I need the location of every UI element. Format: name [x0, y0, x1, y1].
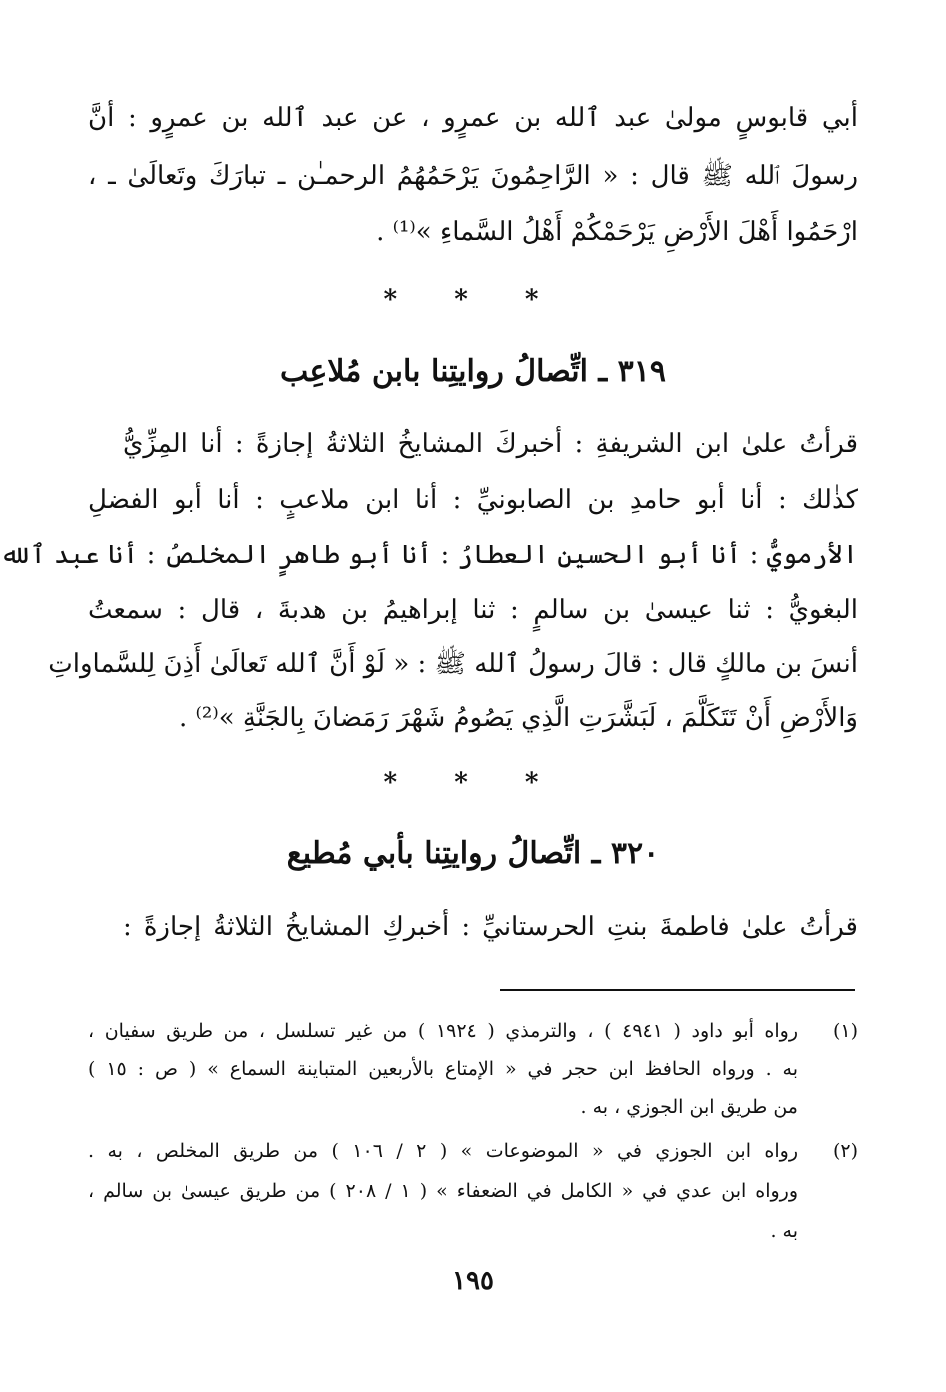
footnote-text: من طريق ابن الجوزي ، به .	[580, 1096, 798, 1118]
footnote-text: رواه ابن الجوزي في « الموضوعات » ( ٢ / ١٠٦ ) من طريق المخلص ، به .	[88, 1140, 798, 1162]
text-line: البغويُّ : ثنا عيسىٰ بن سالمٍ : ثنا إبراهيمُ بن هدبةَ ، قال : سمعتُ	[88, 595, 858, 625]
footnote-text: به .	[770, 1220, 798, 1242]
footnote-line	[88, 1014, 858, 1048]
section-separator: * * *	[383, 768, 563, 798]
footnote-number: (٢)	[832, 1140, 858, 1162]
text-line: الأرمويُّ : أنا أبو الحسينِ العطارُ : أنا أبو طاهرٍ المخلصُ : أنا عبد ٱلله	[0, 540, 858, 570]
footnote-line	[88, 1052, 858, 1086]
page-number: ١٩٥	[452, 1266, 494, 1296]
footnote-number: (١)	[832, 1020, 858, 1042]
section-heading-319: ٣١٩ ـ اتِّصالُ روايتِنا بابن مُلاعِب	[280, 354, 666, 389]
footnote-text: به . ورواه الحافظ ابن حجر في « الإمتاع بالأربعين المتباينة السماع » ( ص : ١٥ )	[88, 1058, 799, 1080]
footnote-divider	[500, 989, 855, 991]
section-separator: * * *	[383, 285, 563, 315]
text-line: ارْحَمُوا أَهْلَ الأَرْضِ يَرْحَمْكُمْ أَهْلُ السَّماءِ »⁽¹⁾ .	[376, 217, 858, 247]
section-heading-320: ٣٢٠ ـ اتِّصالُ روايتِنا بأبي مُطيع	[286, 836, 660, 871]
text-line: أنسَ بن مالكٍ قال : قالَ رسولُ ٱلله ﷺ : « لَوْ أَنَّ ٱلله تَعالَىٰ أَذِنَ لِلسَّماواتِ	[48, 649, 858, 679]
footnote-line	[88, 1214, 858, 1248]
footnote-line	[88, 1174, 858, 1208]
text-line: وَالأَرْضِ أَنْ تَتَكَلَّمَ ، لَبَشَّرَتِ الَّذِي يَصُومُ شَهْرَ رَمَضانَ بِالجَنَّةِ »⁽²⁾ .	[178, 703, 858, 733]
text-line: رسولَ ٱلله ﷺ قال : « الرَّاحِمُونَ يَرْحَمُهُمُ الرحمـٰن ـ تبارَكَ وتَعالَىٰ ـ ،	[88, 161, 859, 191]
footnote-line	[88, 1090, 858, 1124]
text-line: أبي قابوسٍ مولىٰ عبد ٱلله بن عمرٍو ، عن عبد ٱلله بن عمرٍو : أنَّ	[88, 103, 858, 133]
text-line: قرأتُ علىٰ ابن الشريفةِ : أخبركَ المشايخُ الثلاثةُ إجازةً : أنا المِزِّيُّ	[123, 429, 858, 459]
text-line: قرأتُ علىٰ فاطمةَ بنتِ الحرستانيِّ : أخبركِ المشايخُ الثلاثةُ إجازةً :	[123, 912, 858, 942]
footnote-text: رواه أبو داود ( ٤٩٤١ ) ، والترمذي ( ١٩٢٤ ) من غير تسلسل ، من طريق سفيان ،	[88, 1020, 799, 1042]
text-line: كذٰلك : أنا أبو حامدِ بن الصابونيِّ : أنا ابن ملاعبٍ : أنا أبو الفضلِ	[88, 485, 858, 515]
footnote-line	[88, 1134, 858, 1168]
footnote-text: ورواه ابن عدي في « الكامل في الضعفاء » ( ١ / ٢٠٨ ) من طريق عيسىٰ بن سالم ،	[88, 1180, 799, 1202]
